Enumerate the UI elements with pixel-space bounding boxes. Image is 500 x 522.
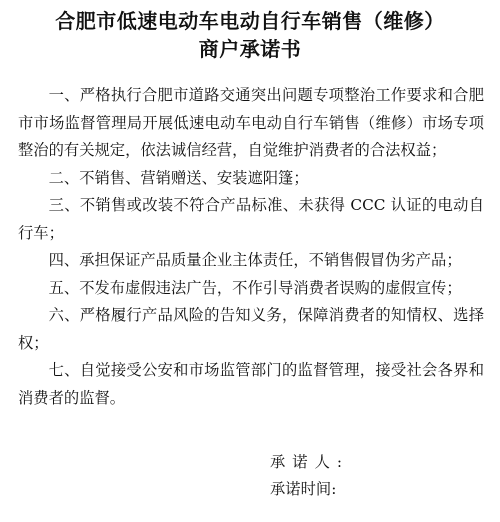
promisor-line: [270, 452, 349, 472]
paragraph-2: 二、不销售、营销赠送、安装遮阳篷；: [48, 168, 309, 187]
paragraph-1: 一、严格执行合肥市道路交通突出问题专项整治工作要求和合肥市市场监督管理局开展低速电动车电动自行车销售（维修）市场专项整治的有关规定，依法诚信经营，自觉维护消费者的合法权益；: [18, 86, 484, 159]
paragraph-3: 三、不销售或改装不符合产品标准、未获得 CCC 认证的电动自行车；: [18, 196, 484, 242]
promise-date-line: [270, 479, 336, 499]
paragraph-4: 四、承担保证产品质量企业主体责任，不销售假冒伪劣产品；: [48, 251, 462, 269]
paragraph-5: 五、不发布虚假违法广告，不作引导消费者误购的虚假宣传；: [48, 278, 462, 297]
promisor-label: 承诺人:: [270, 453, 350, 471]
document-title-line2: 商户承诺书: [198, 37, 302, 61]
paragraph-6: 六、严格履行产品风险的告知义务，保障消费者的知情权、选择权；: [18, 306, 484, 352]
paragraph-7: 七、自觉接受公安和市场监管部门的监督管理，接受社会各界和消费者的监督。: [18, 361, 484, 407]
promise-date-label: 承诺时间:: [270, 480, 337, 498]
document-body: [18, 82, 484, 412]
document-title-line1: 合肥市低速电动车电动自行车销售（维修）: [55, 9, 445, 33]
